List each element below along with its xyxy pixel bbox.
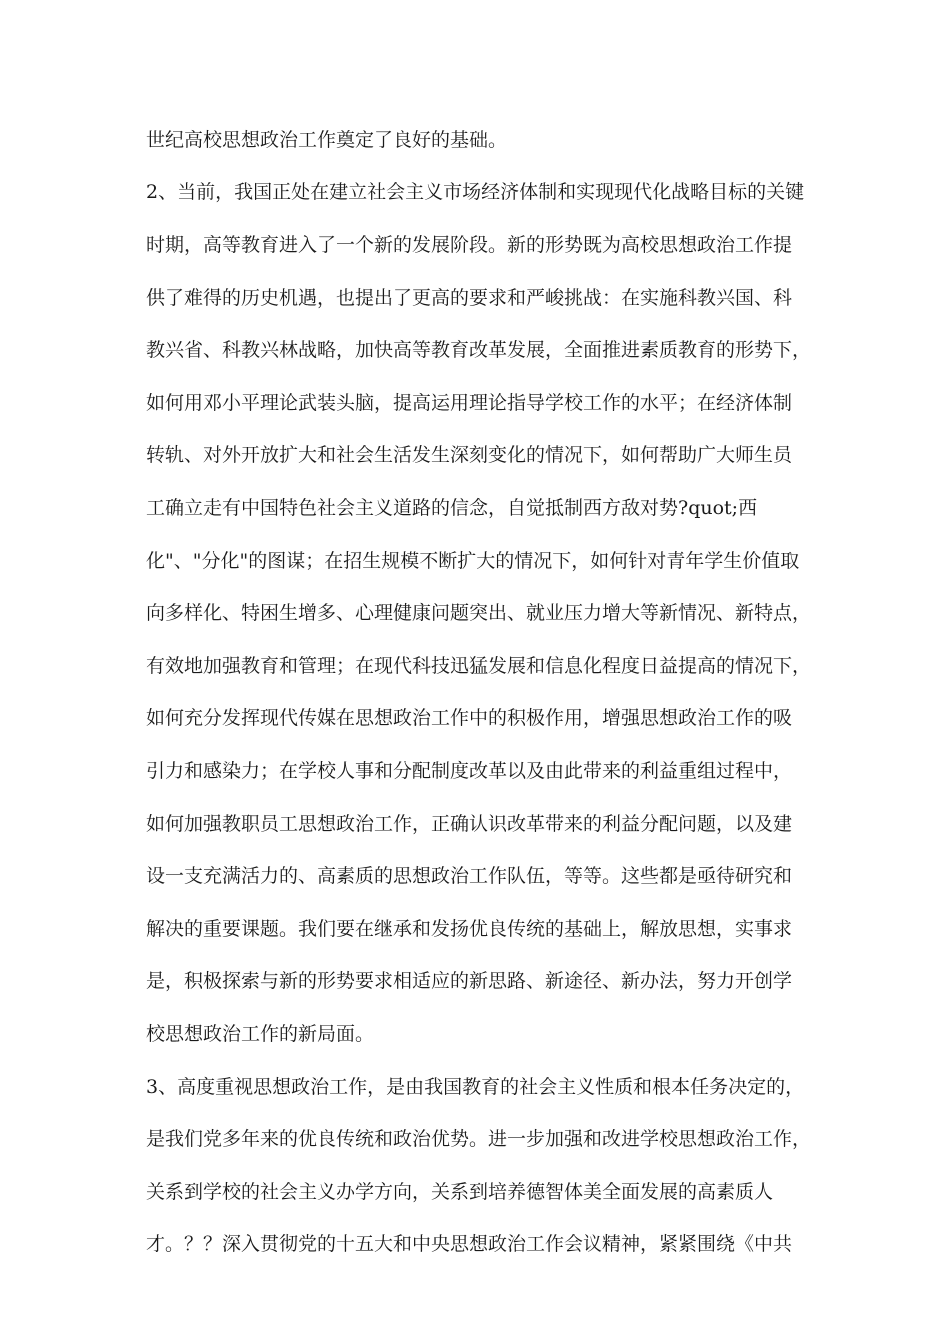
text-line: 如何充分发挥现代传媒在思想政治工作中的积极作用，增强思想政治工作的吸 xyxy=(146,707,793,729)
text-line: 关系到学校的社会主义办学方向，关系到培养德智体美全面发展的高素质人 xyxy=(146,1181,774,1203)
text-line: 如何用邓小平理论武装头脑，提高运用理论指导学校工作的水平；在经济体制 xyxy=(146,392,793,414)
text-line: 向多样化、特困生增多、心理健康问题突出、就业压力增大等新情况、新特点， xyxy=(146,602,812,624)
text-line: 化"、"分化"的图谋；在招生规模不断扩大的情况下，如何针对青年学生价值取 xyxy=(146,550,800,572)
text-line: 有效地加强教育和管理；在现代科技迅猛发展和信息化程度日益提高的情况下， xyxy=(146,655,812,677)
text-line: 才。？？深入贯彻党的十五大和中央思想政治工作会议精神，紧紧围绕《中共 xyxy=(146,1233,793,1255)
text-line: 时期，高等教育进入了一个新的发展阶段。新的形势既为高校思想政治工作提 xyxy=(146,234,793,256)
text-line: 引力和感染力；在学校人事和分配制度改革以及由此带来的利益重组过程中， xyxy=(146,760,793,782)
text-line: 是，积极探索与新的形势要求相适应的新思路、新途径、新办法，努力开创学 xyxy=(146,970,793,992)
text-line: 3、高度重视思想政治工作，是由我国教育的社会主义性质和根本任务决定的， xyxy=(146,1076,805,1098)
text-line: 是我们党多年来的优良传统和政治优势。进一步加强和改进学校思想政治工作， xyxy=(146,1128,812,1150)
text-line: 解决的重要课题。我们要在继承和发扬优良传统的基础上，解放思想，实事求 xyxy=(146,918,793,940)
text-line: 工确立走有中国特色社会主义道路的信念，自觉抵制西方敌对势?quot;西 xyxy=(146,497,758,519)
text-line: 世纪高校思想政治工作奠定了良好的基础。 xyxy=(146,129,508,151)
text-line: 供了难得的历史机遇，也提出了更高的要求和严峻挑战：在实施科教兴国、科 xyxy=(146,287,793,309)
text-line: 教兴省、科教兴林战略，加快高等教育改革发展，全面推进素质教育的形势下， xyxy=(146,339,812,361)
text-line: 校思想政治工作的新局面。 xyxy=(146,1023,375,1045)
text-line: 2、当前，我国正处在建立社会主义市场经济体制和实现现代化战略目标的关键 xyxy=(146,181,805,203)
text-line: 如何加强教职员工思想政治工作，正确认识改革带来的利益分配问题，以及建 xyxy=(146,813,793,835)
text-line: 设一支充满活力的、高素质的思想政治工作队伍，等等。这些都是亟待研究和 xyxy=(146,865,793,887)
text-line: 转轨、对外开放扩大和社会生活发生深刻变化的情况下，如何帮助广大师生员 xyxy=(146,444,793,466)
